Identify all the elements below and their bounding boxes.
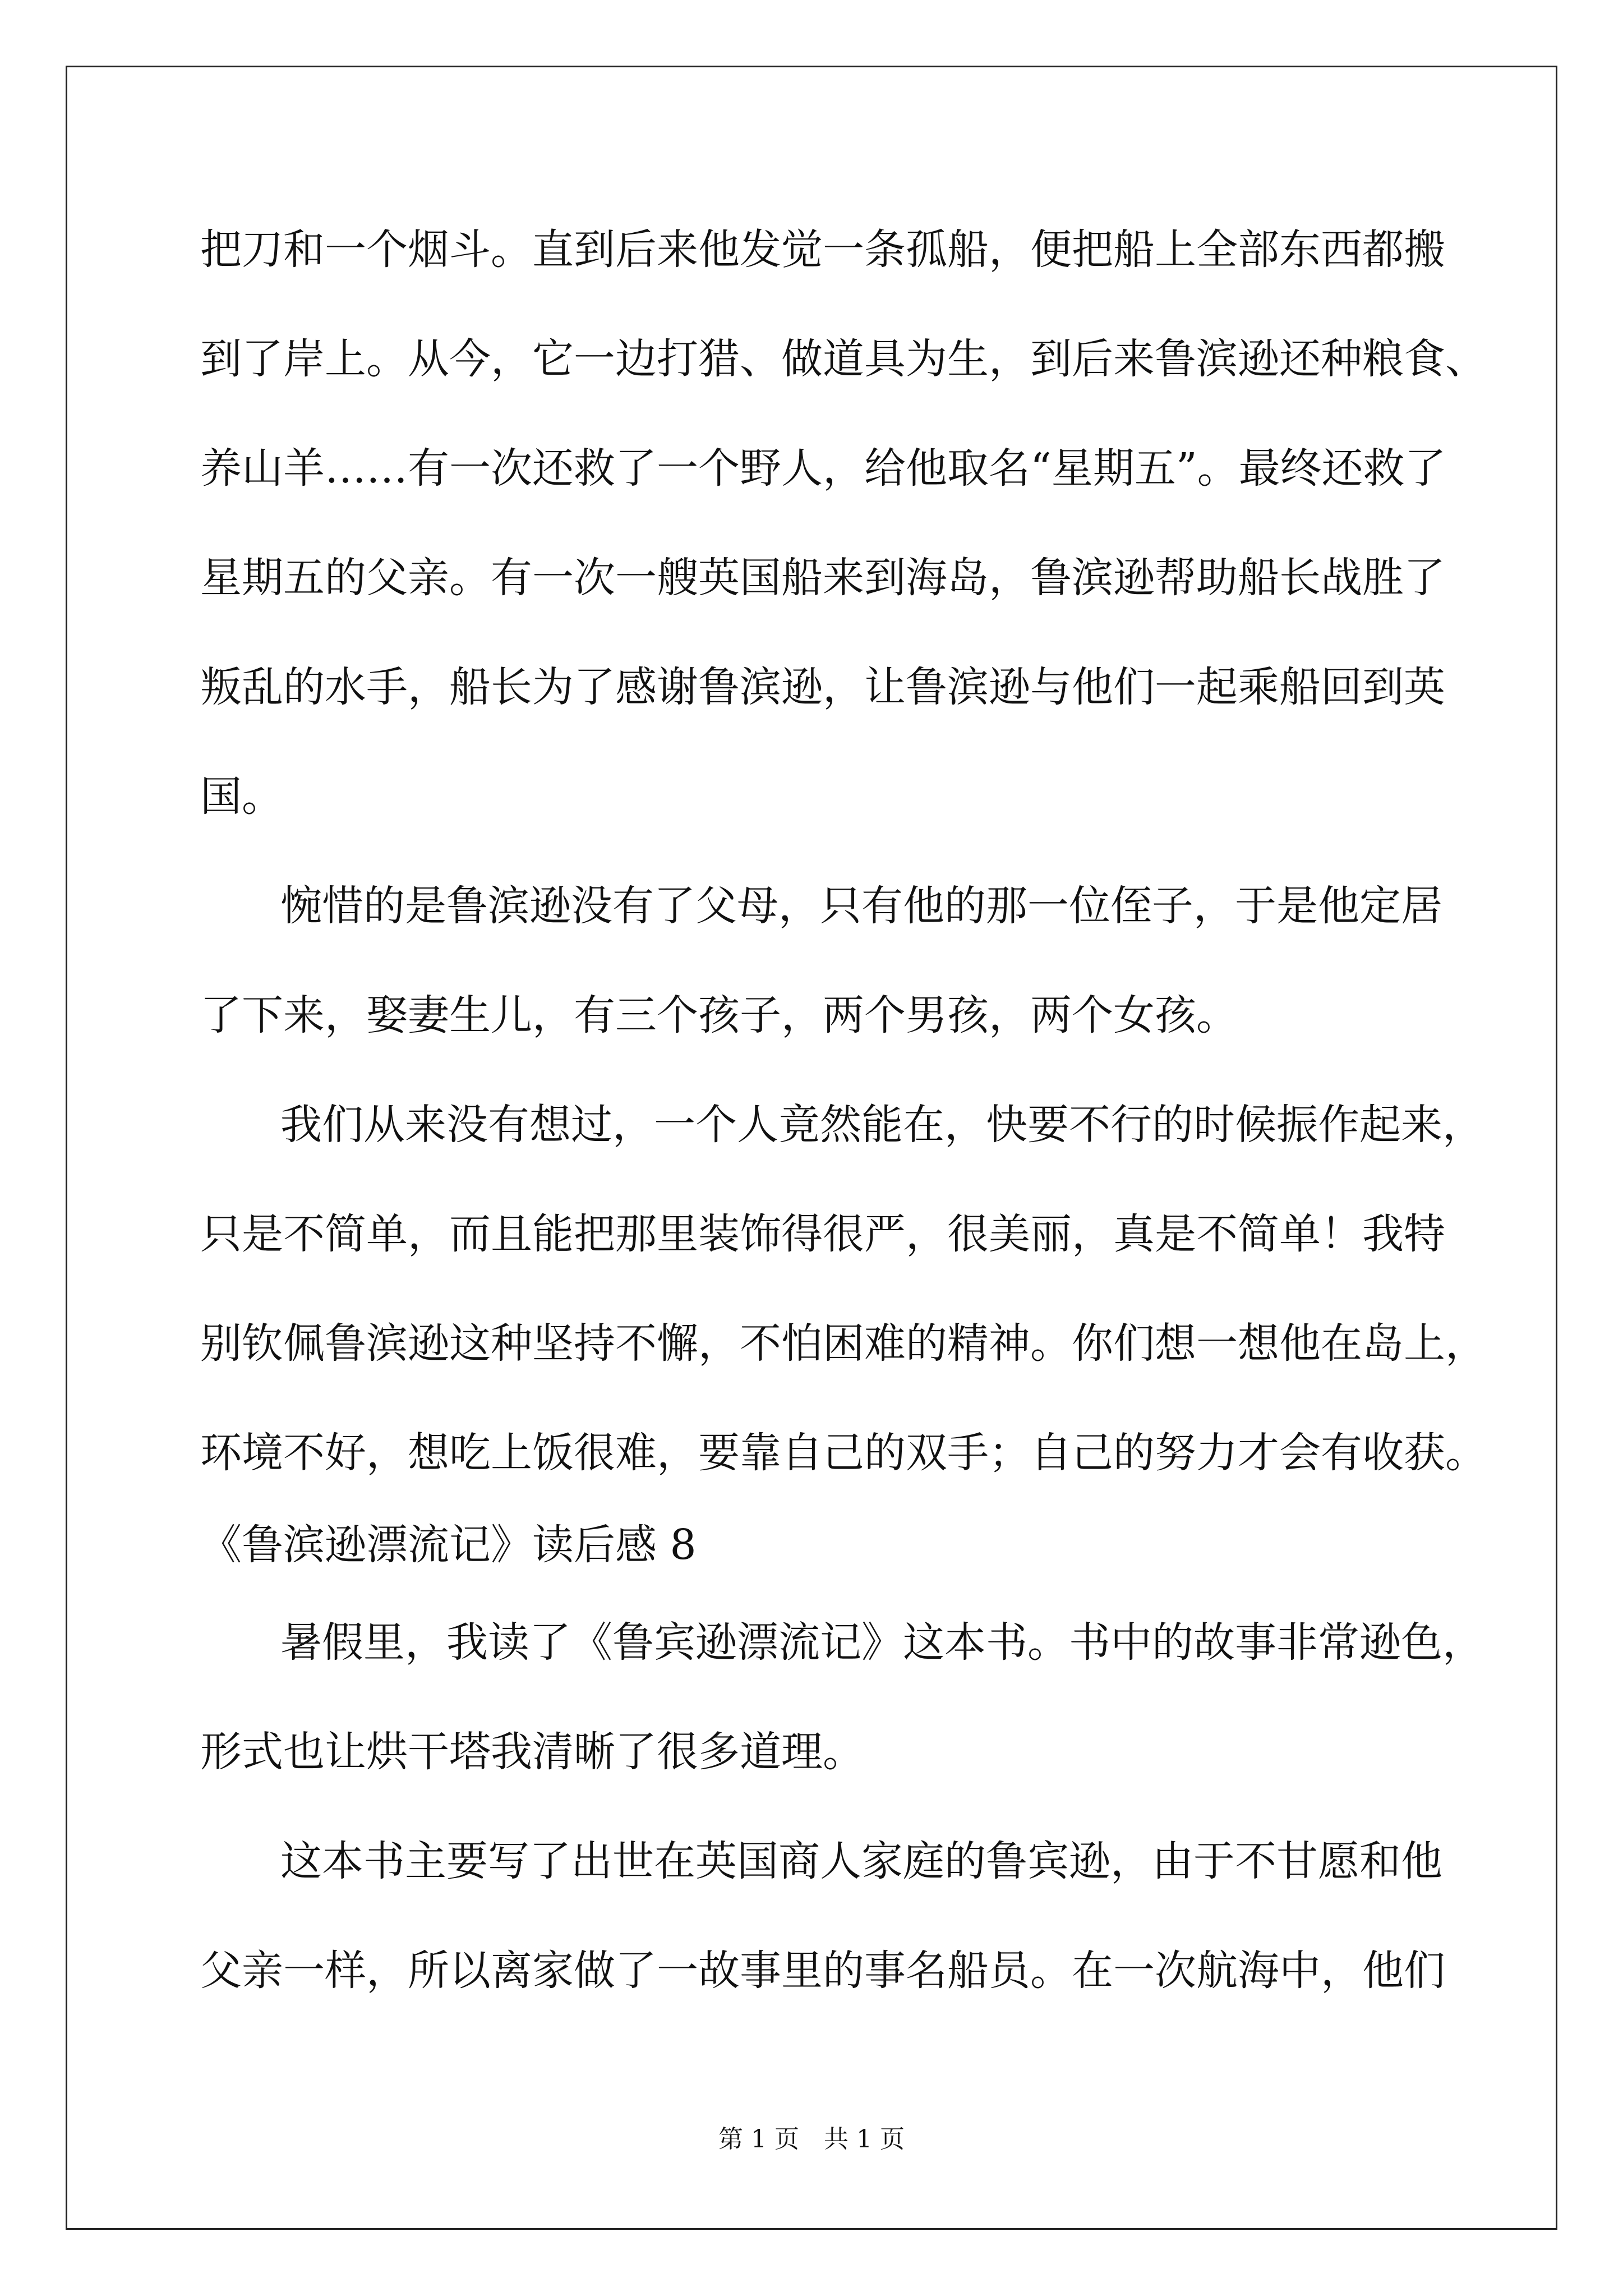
page-number: 第 1 页 共 1 页 <box>718 2125 905 2154</box>
paragraph-start-line: 暑假里，我读了《鲁宾逊漂流记》这本书。书中的故事非常逊色， <box>280 1618 1484 1667</box>
text-line: 父亲一样，所以离家做了一故事里的事名船员。在一次航海中，他们 <box>200 1947 1445 1995</box>
text-line: 别钦佩鲁滨逊这种坚持不懈，不怕困难的精神。你们想一想他在岛上， <box>200 1319 1487 1368</box>
text-line: 把刀和一个烟斗。直到后来他发觉一条孤船，便把船上全部东西都搬 <box>200 226 1445 274</box>
paragraph-start-line: 这本书主要写了出世在英国商人家庭的鲁宾逊，由于不甘愿和他 <box>280 1837 1442 1885</box>
text-line: 星期五的父亲。有一次一艘英国船来到海岛，鲁滨逊帮助船长战胜了 <box>200 554 1445 602</box>
paragraph-start-line: 惋惜的是鲁滨逊没有了父母，只有他的那一位侄子，于是他定居 <box>280 882 1442 930</box>
text-line: 形式也让烘干塔我清晰了很多道理。 <box>200 1728 864 1776</box>
text-line: 只是不简单，而且能把那里装饰得很严，很美丽，真是不简单！我特 <box>200 1210 1445 1258</box>
paragraph-start-line: 我们从来没有想过，一个人竟然能在，快要不行的时候振作起来， <box>280 1101 1484 1149</box>
text-line: 到了岸上。从今，它一边打猎、做道具为生，到后来鲁滨逊还种粮食、 <box>200 335 1487 383</box>
text-line: 了下来，娶妻生儿，有三个孩子，两个男孩，两个女孩。 <box>200 991 1238 1039</box>
text-line: 国。 <box>200 772 283 821</box>
text-line: 环境不好，想吃上饭很难，要靠自己的双手；自己的努力才会有收获。 <box>200 1429 1487 1477</box>
text-line: 养山羊……有一次还救了一个野人，给他取名“星期五”。最终还救了 <box>200 444 1446 493</box>
text-line: 叛乱的水手，船长为了感谢鲁滨逊，让鲁滨逊与他们一起乘船回到英 <box>200 663 1445 711</box>
section-heading: 《鲁滨逊漂流记》读后感 8 <box>200 1521 697 1569</box>
